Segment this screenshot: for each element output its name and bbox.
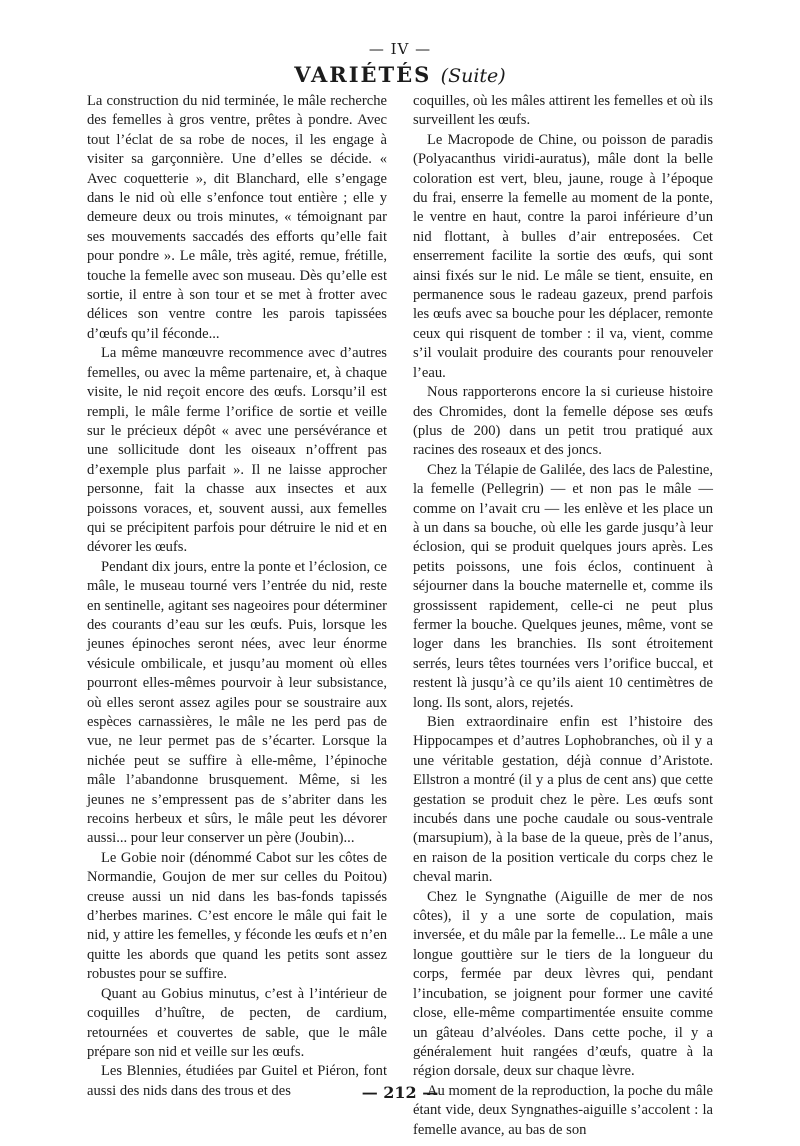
section-number: — IV — [368, 40, 432, 58]
paragraph: Le Gobie noir (dénommé Cabot sur les côtes de Normandie, Goujon de mer sur celles du Poitou) creuse aussi un nid dans les bas-fonds tapissés d’herbes marines. C’est encore le mâle qui fait le nid, y attire les femelles, y féconde les œufs et n’en quitte les abords que quand les petits sont assez robustes pour se suffire. [87, 849, 387, 983]
paragraph: Les Blennies, étudiées par Guitel et Piéron, font aussi des nids dans des trous et des [87, 1063, 387, 1099]
paragraph: Bien extraordinaire enfin est l’histoire des Hippocampes et d’autres Lophobranches, où il y a une véritable gestation, déjà connue d’Aristote. Ellstron a montré (il y a plus de cent ans) que cette gestation se produit chez le père. Les œufs sont incubés dans une poche caudale ou sous-ventrale (marsupium), à la base de la queue, près de l’anus, en raison de la position verticale du corps chez le cheval marin. [413, 714, 713, 886]
paragraph: Chez le Syngnathe (Aiguille de mer de nos côtes), il y a une sorte de copulation, mais inversée, et du mâle par la femelle... Le mâle a une longue gouttière sur le tiers de la longueur du corps, fermée par deux lèvres qui, pendant l’incubation, se joignent pour former une cavité close, elle-même compartimentée ensuite comme un gâteau d’alvéoles. Dans cette poche, il y a généralement huit rangées d’œufs, quatre à la région dorsale, deux sur chaque lèvre. [413, 888, 713, 1080]
paragraph: Le Macropode de Chine, ou poisson de paradis (Polyacanthus viridi-auratus), mâle dont la belle coloration est vert, bleu, jaune, rouge à l’époque du frai, enserre la femelle au moment de la ponte, le ventre en haut, contre la paroi inférieure d’un nid flottant, à bulles d’air entreposées. Cet enserrement facilite la sortie des œufs, qui sont ainsi fixés sur le nid. Le mâle se tient, ensuite, en permanence sous le radeau gazeux, prend parfois les œufs avec sa bouche pour les déplacer, remonte ceux qui risquent de tomber : il va, vient, comme s’il voulait produire des courants pour renouveler l’eau. [413, 131, 713, 381]
paragraph: La même manœuvre recommence avec d’autres femelles, ou avec la même partenaire, et, à chaque visite, le nid reçoit encore des œufs. Lorsqu’il est rempli, le mâle ferme l’orifice de sortie et veille sur le précieux dépôt « avec une persévérance et une sollicitude dont les oiseaux n’offrent pas d’exemple plus parfait ». Il ne laisse approcher personne, fait la chasse aux insectes et aux poissons voraces, et, souvent aussi, aux femelles qui se précipitent parfois pour détruire le nid et en dévorer les œufs. [87, 345, 387, 556]
title-main: VARIÉTÉS [294, 62, 432, 87]
page-title [0, 62, 800, 87]
title-suffix: (Suite) [440, 65, 506, 87]
right-column [413, 92, 713, 1140]
paragraph: coquilles, où les mâles attirent les femelles et où ils surveillent les œufs. [413, 93, 713, 129]
paragraph: Quant au Gobius minutus, c’est à l’intérieur de coquilles d’huître, de pecten, de cardium, retournées et couvertes de sable, que le mâle prépare son nid et veille sur les œufs. [87, 985, 387, 1060]
paragraph: Au moment de la reproduction, la poche du mâle étant vide, deux Syngnathes-aiguille s’accolent : la femelle avance, au bas de son [413, 1082, 713, 1138]
left-column [87, 92, 387, 1101]
paragraph: La construction du nid terminée, le mâle recherche des femelles à gros ventre, prêtes à pondre. Avec tout l’éclat de sa robe de noces, il les engage à visiter sa garçonnière. Une d’elles se décide. « Avec coquetterie », dit Blanchard, elle s’engage dans le nid où elle s’enfonce tout entière ; elle y demeure deux ou trois minutes, « témoignant par ses mouvements saccadés des efforts qu’elle fait pour pondre ». Le mâle, très agité, remue, frétille, touche la femelle avec son museau. Dès qu’elle est sortie, il entre à son tour et se met à frotter avec délices son ventre contre les parois tapissées d’œufs qu’il féconde... [87, 93, 387, 342]
paragraph: Nous rapporterons encore la si curieuse histoire des Chromides, dont la femelle dépose ses œufs (plus de 200) dans un petit trou pratiqué aux racines des roseaux et des joncs. [413, 384, 713, 459]
page-number: — 212 — [361, 1083, 439, 1102]
paragraph: Chez la Télapie de Galilée, des lacs de Palestine, la femelle (Pellegrin) — et non pas le mâle — comme on l’avait cru — les enlève et les place un à un dans sa bouche, où elle les garde jusqu’à leur éclosion, qui se produit quelques jours après. Les petits poissons, une fois éclos, continuent à séjourner dans la bouche maternelle et, comme ils grossissent rapidement, celle-ci ne peut plus fermer la bouche. Quelques jeunes, même, vont se loger dans les branchies. Ils sont étroitement serrés, leurs têtes tournées vers l’orifice buccal, et restent là jusqu’à ce qu’ils aient 10 centimètres de long. Ils sont, alors, rejetés. [413, 461, 713, 711]
paragraph: Pendant dix jours, entre la ponte et l’éclosion, ce mâle, le museau tourné vers l’entrée du nid, reste en sentinelle, agitant ses nageoires pour déterminer des courants d’eau sur les œufs. Puis, lorsque les jeunes épinoches seront nées, avec leur énorme vésicule ombilicale, et jusqu’au moment où elles pourront elles-mêmes pourvoir à leur subsistance, où elles seront assez agiles pour se soustraire aux espèces carnassières, le mâle ne les perd pas de vue, ne leur permet pas de s’écarter. Lorsque la nichée peut se suffire à elle-même, l’épinoche mâle l’abandonne brusquement. Même, si les jeunes ne s’empressent pas de s’abriter dans les recoins herbeux et sûrs, le mâle peut les dévorer aussi... pour leur conserver un père (Joubin)... [87, 558, 387, 847]
